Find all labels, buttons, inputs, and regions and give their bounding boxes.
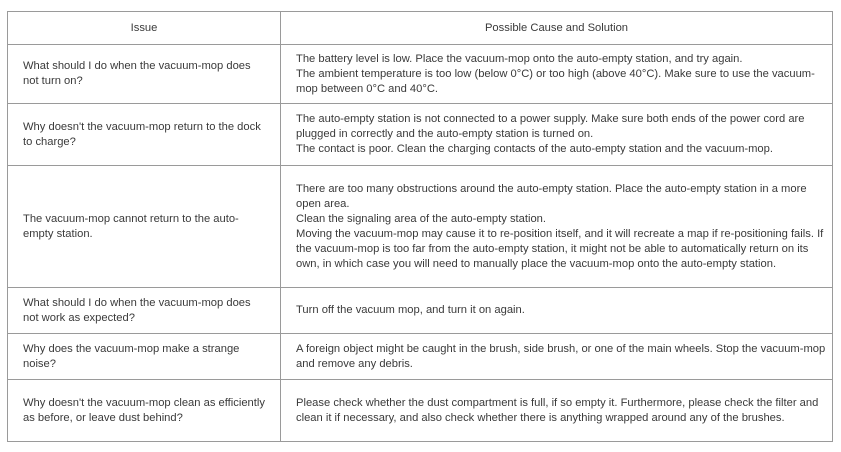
solution-line: The contact is poor. Clean the charging contacts of the auto-empty station and the vacuum-mop.: [296, 143, 773, 155]
solution-line: The battery level is low. Place the vacuum-mop onto the auto-empty station, and try again.: [296, 52, 743, 65]
issue-cell: Why doesn't the vacuum-mop clean as efficiently as before, or leave dust behind?: [8, 380, 281, 442]
solution-line: The auto-empty station is not connected to a power supply. Make sure both ends of the power cord are plugged in correctly and the auto-empty station is turned on.: [296, 113, 805, 140]
solution-line: There are too many obstructions around the auto-empty station. Place the auto-empty station in a more open area.: [296, 182, 807, 210]
solution-line: Please check whether the dust compartment is full, if so empty it. Furthermore, please check the filter and clean it if necessary, and also check whether there is anything wrapped around any of the brushes.: [296, 396, 819, 424]
solution-cell: [281, 288, 833, 334]
table-header-row: [8, 12, 833, 45]
issue-column-header: Issue: [8, 12, 281, 45]
solution-column-header: Possible Cause and Solution: [281, 12, 833, 45]
issue-cell: What should I do when the vacuum-mop does not turn on?: [8, 45, 281, 104]
issue-cell: Why doesn't the vacuum-mop return to the dock to charge?: [8, 104, 281, 166]
solution-cell: [281, 380, 833, 442]
solution-line: A foreign object might be caught in the brush, side brush, or one of the main wheels. Stop the vacuum-mop and remove any debris.: [296, 342, 826, 370]
solution-line: Clean the signaling area of the auto-empty station.: [296, 212, 547, 225]
solution-line: Moving the vacuum-mop may cause it to re-position itself, and it will recreate a map if re-positioning fails. If the vacuum-mop is too far from the auto-empty station, it might not be able to automatically return on its own, in which case you will need to manually place the vacuum-mop onto the auto-empty station.: [296, 227, 824, 270]
table-row: [8, 166, 833, 288]
solution-cell: [281, 104, 833, 166]
solution-line: The ambient temperature is too low (below 0°C) or too high (above 40°C). Make sure to use the vacuum-mop between 0°C and 40°C.: [296, 67, 815, 95]
issue-cell: The vacuum-mop cannot return to the auto-empty station.: [8, 166, 281, 288]
solution-cell: [281, 334, 833, 380]
table-row: [8, 104, 833, 166]
issue-cell: What should I do when the vacuum-mop does not work as expected?: [8, 288, 281, 334]
table-row: [8, 288, 833, 334]
solution-line: Turn off the vacuum mop, and turn it on again.: [296, 304, 525, 316]
troubleshooting-table: [7, 11, 833, 442]
table-row: [8, 334, 833, 380]
table-row: [8, 380, 833, 442]
table-row: [8, 45, 833, 104]
solution-cell: [281, 166, 833, 288]
solution-cell: [281, 45, 833, 104]
issue-cell: Why does the vacuum-mop make a strange noise?: [8, 334, 281, 380]
